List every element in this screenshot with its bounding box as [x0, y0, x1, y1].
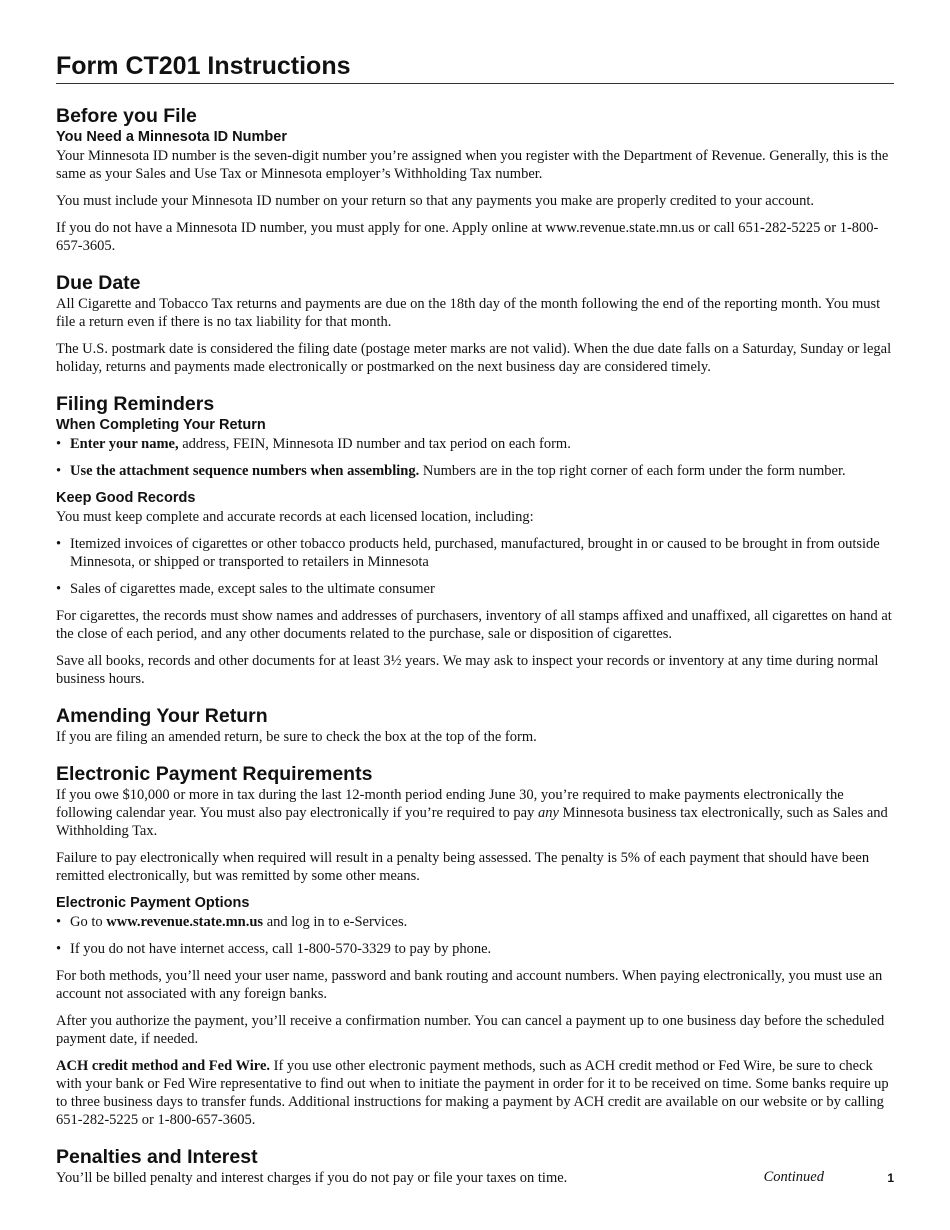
website-link[interactable]: www.revenue.state.mn.us	[106, 914, 264, 930]
continued-label: Continued	[763, 1169, 824, 1185]
paragraph: Save all books, records and other documents for at least 3½ years. We may ask to inspect your records or inventory at any time during normal business hours.	[56, 653, 879, 687]
paragraph: If you are filing an amended return, be sure to check the box at the top of the form.	[56, 729, 537, 745]
before-you-file-heading: Before you File	[56, 105, 197, 127]
paragraph: You must include your Minnesota ID number on your return so that any payments you make are properly credited to your account.	[56, 193, 814, 209]
list-item: • Sales of cigarettes made, except sales to the ultimate consumer	[56, 581, 435, 597]
paragraph: For both methods, you’ll need your user name, password and bank routing and account numbers. When paying electronically, you must use an account not associated with any foreign banks.	[56, 968, 883, 1002]
paragraph: If you do not have a Minnesota ID number, you must apply for one. Apply online at www.revenue.state.mn.us or call 651-282-5225 or 1-800-657-3605.	[56, 220, 879, 254]
minnesota-id-subheading: You Need a Minnesota ID Number	[56, 129, 287, 145]
paragraph: For cigarettes, the records must show names and addresses of purchasers, inventory of all stamps affixed and unaffixed, all cigarettes on hand at the close of each period, and any other documents related to the purchase, sale or disposition of cigarettes.	[56, 608, 892, 642]
list-item: • Itemized invoices of cigarettes or other tobacco products held, purchased, manufactured, brought in or caused to be brought in from outside Minnesota, or shipped or transported to retailers in Minnesota	[56, 536, 880, 570]
document-page	[56, 52, 894, 1187]
completing-return-subheading: When Completing Your Return	[56, 417, 266, 433]
paragraph: Your Minnesota ID number is the seven-digit number you’re assigned when you register with the Department of Revenue. Generally, this is the same as your Sales and Use Tax or Minnesota employer’s Withholding Tax number.	[56, 148, 889, 182]
page-title: Form CT201 Instructions	[56, 52, 894, 84]
electronic-payment-heading: Electronic Payment Requirements	[56, 763, 373, 785]
paragraph: After you authorize the payment, you’ll receive a confirmation number. You can cancel a payment up to one business day before the scheduled payment date, if needed.	[56, 1013, 885, 1047]
list-item: • Enter your name, address, FEIN, Minnesota ID number and tax period on each form.	[56, 436, 571, 452]
page-footer	[0, 1169, 894, 1189]
due-date-heading: Due Date	[56, 272, 141, 294]
page-number: 1	[887, 1171, 894, 1185]
paragraph: All Cigarette and Tobacco Tax returns and payments are due on the 18th day of the month following the end of the reporting month. You must file a return even if there is no tax liability for that month.	[56, 296, 881, 330]
amending-heading: Amending Your Return	[56, 705, 268, 727]
bold-text: Use the attachment sequence numbers when assembling.	[70, 463, 420, 479]
filing-reminders-heading: Filing Reminders	[56, 393, 215, 415]
list-item: • If you do not have internet access, call 1-800-570-3329 to pay by phone.	[56, 941, 492, 957]
list-item: • Go to www.revenue.state.mn.us and log in to e-Services.	[56, 914, 408, 930]
paragraph: Failure to pay electronically when required will result in a penalty being assessed. The penalty is 5% of each payment that should have been remitted electronically, but was remitted by some other means.	[56, 850, 870, 884]
keep-records-subheading: Keep Good Records	[56, 490, 196, 506]
payment-options-subheading: Electronic Payment Options	[56, 895, 250, 911]
paragraph: ACH credit method and Fed Wire. If you use other electronic payment methods, such as ACH credit method or Fed Wire, be sure to check with your bank or Fed Wire representative to find out when to initiate the payment in order for it to be received on time. Some banks require up to three business days to transfer funds. Additional instructions for making a payment by ACH credit are available on our website or by calling 651-282-5225 or 1-800-657-3605.	[56, 1058, 889, 1128]
paragraph: If you owe $10,000 or more in tax during the last 12-month period ending June 30, you’re required to make payments electronically the following calendar year. You must also pay electronically if you’re required to pay any Minnesota business tax electronically, such as Sales and Withholding Tax.	[56, 787, 888, 839]
paragraph: You’ll be billed penalty and interest charges if you do not pay or file your taxes on time.	[56, 1170, 568, 1186]
bold-text: ACH credit method and Fed Wire.	[56, 1058, 271, 1074]
paragraph: The U.S. postmark date is considered the filing date (postage meter marks are not valid). When the due date falls on a Saturday, Sunday or legal holiday, returns and payments made electronically or postmarked on the next business day are considered timely.	[56, 341, 892, 375]
bold-text: Enter your name,	[70, 436, 179, 452]
list-item: • Use the attachment sequence numbers when assembling. Numbers are in the top right corner of each form under the form number.	[56, 463, 846, 479]
penalties-heading: Penalties and Interest	[56, 1146, 258, 1168]
paragraph: You must keep complete and accurate records at each licensed location, including:	[56, 509, 534, 525]
